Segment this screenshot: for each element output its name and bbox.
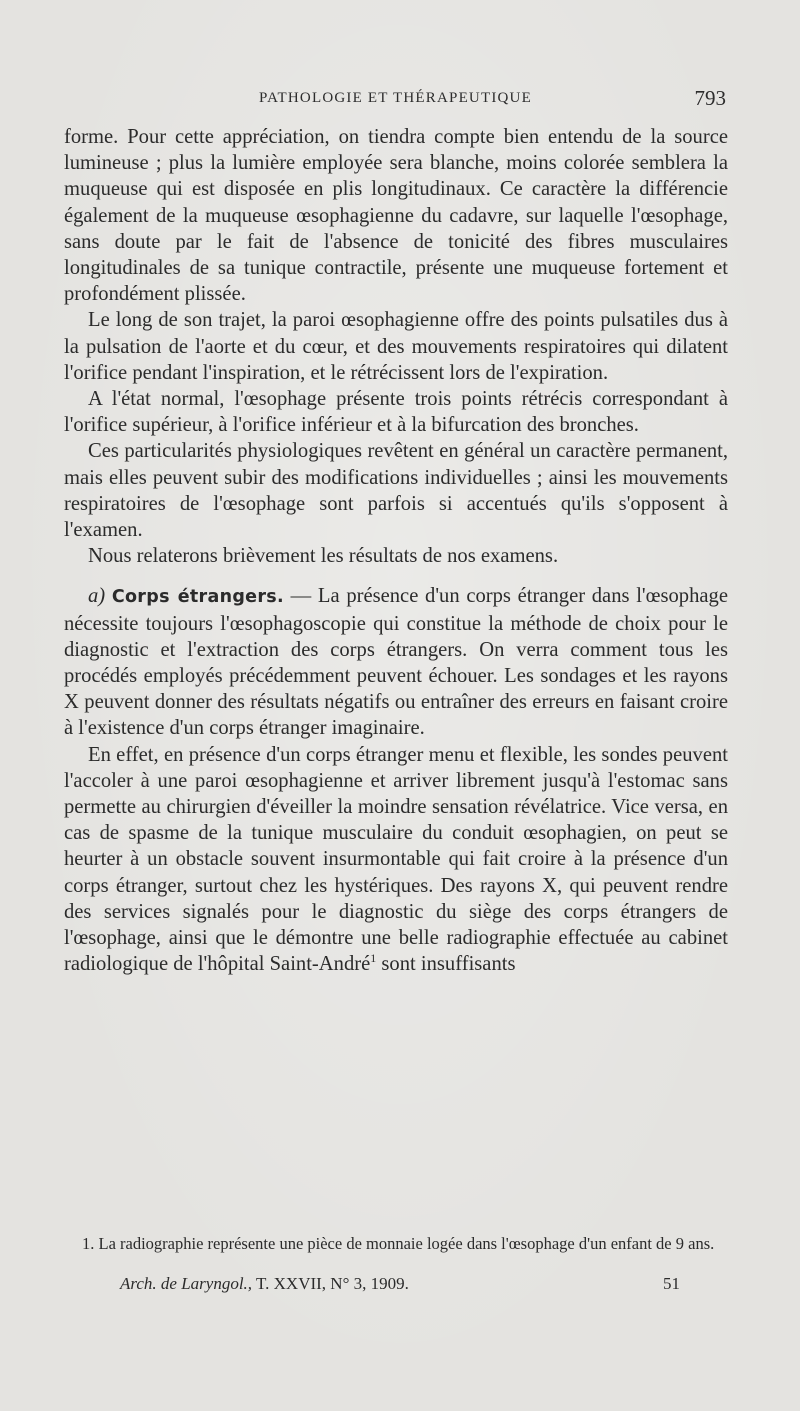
running-title: PATHOLOGIE ET THÉRAPEUTIQUE: [259, 90, 532, 106]
journal-name: Arch. de Laryngol.,: [120, 1274, 253, 1293]
journal-volume: T. XXVII, N° 3, 1909.: [256, 1274, 409, 1293]
footnote: [82, 1233, 728, 1254]
footnote-text: 1. La radiographie représente une pièce de monnaie logée dans l'œsophage d'un enfant de 9 ans.: [82, 1234, 715, 1253]
page-number: 793: [694, 86, 726, 110]
paragraph: Nous relaterons brièvement les résultats de nos examens.: [88, 545, 559, 568]
main-text: [64, 124, 728, 978]
section-label: a): [88, 585, 106, 608]
section-title: Corps étrangers.: [111, 587, 284, 608]
paragraph: Ces particularités physiologiques revêtent en général un caractère permanent, mais elles peuvent subir des modifications individuelles ; ainsi les mouvements respiratoires de l'œsophage sont parfois si accentués qu'ils s'opposent à l'examen.: [64, 440, 728, 542]
sheet-number: 51: [663, 1274, 680, 1293]
section-text: — La présence d'un corps étranger dans l'œsophage nécessite toujours l'œsophagoscopie qui constitue la méthode de choix pour le diagnostic et l'extraction des corps étrangers. On verra comment tous les procédés employés précédemment peuvent échouer. Les sondages et les rayons X peuvent donner des résultats négatifs ou entraîner des erreurs en faisant croire à l'existence d'un corps étranger imaginaire.: [64, 585, 728, 740]
paragraph: Le long de son trajet, la paroi œsophagienne offre des points pulsatiles dus à la pulsation de l'aorte et du cœur, et des mouvements respiratoires qui dilatent l'orifice pendant l'inspiration, et le rétrécissent lors de l'expiration.: [64, 309, 728, 384]
paragraph: A l'état normal, l'œsophage présente trois points rétrécis correspondant à l'orifice supérieur, à l'orifice inférieur et à la bifurcation des bronches.: [64, 388, 728, 437]
printer-signature-line: [120, 1274, 680, 1294]
paragraph-text-end: sont insuffisants: [376, 953, 516, 976]
paragraph: forme. Pour cette appréciation, on tiendra compte bien entendu de la source lumineuse ; plus la lumière employée sera blanche, moins colorée semblera la muqueuse qui est disposée en plis longitudinaux. Ce caractère la différencie également de la muqueuse œsophagienne du cadavre, sur laquelle l'œsophage, sans doute par le fait de l'absence de tonicité des fibres musculaires longitudinales de sa tunique contractile, présente une muqueuse fortement et profondément plissée.: [64, 126, 728, 306]
page-header: [64, 86, 736, 116]
footnote-reference[interactable]: 1: [370, 951, 377, 966]
section-corps-etrangers: [64, 583, 728, 741]
paragraph-text: En effet, en présence d'un corps étranger menu et flexible, les sondes peuvent l'accoler à une paroi œsophagienne et arriver librement jusqu'à l'estomac sans permette au chirurgien d'éveiller la moindre sensation révélatrice. Vice versa, en cas de spasme de la tunique musculaire du conduit œsophagien, on peut se heurter à un obstacle souvent insurmontable qui fait croire à la présence d'un corps étranger, surtout chez les hystériques. Des rayons X, qui peuvent rendre des services signalés pour le diagnostic du siège des corps étrangers de l'œsophage, ainsi que le démontre une belle radiographie effectuée au cabinet radiologique de l'hôpital Saint-André: [64, 743, 728, 976]
paragraph: [64, 742, 728, 978]
